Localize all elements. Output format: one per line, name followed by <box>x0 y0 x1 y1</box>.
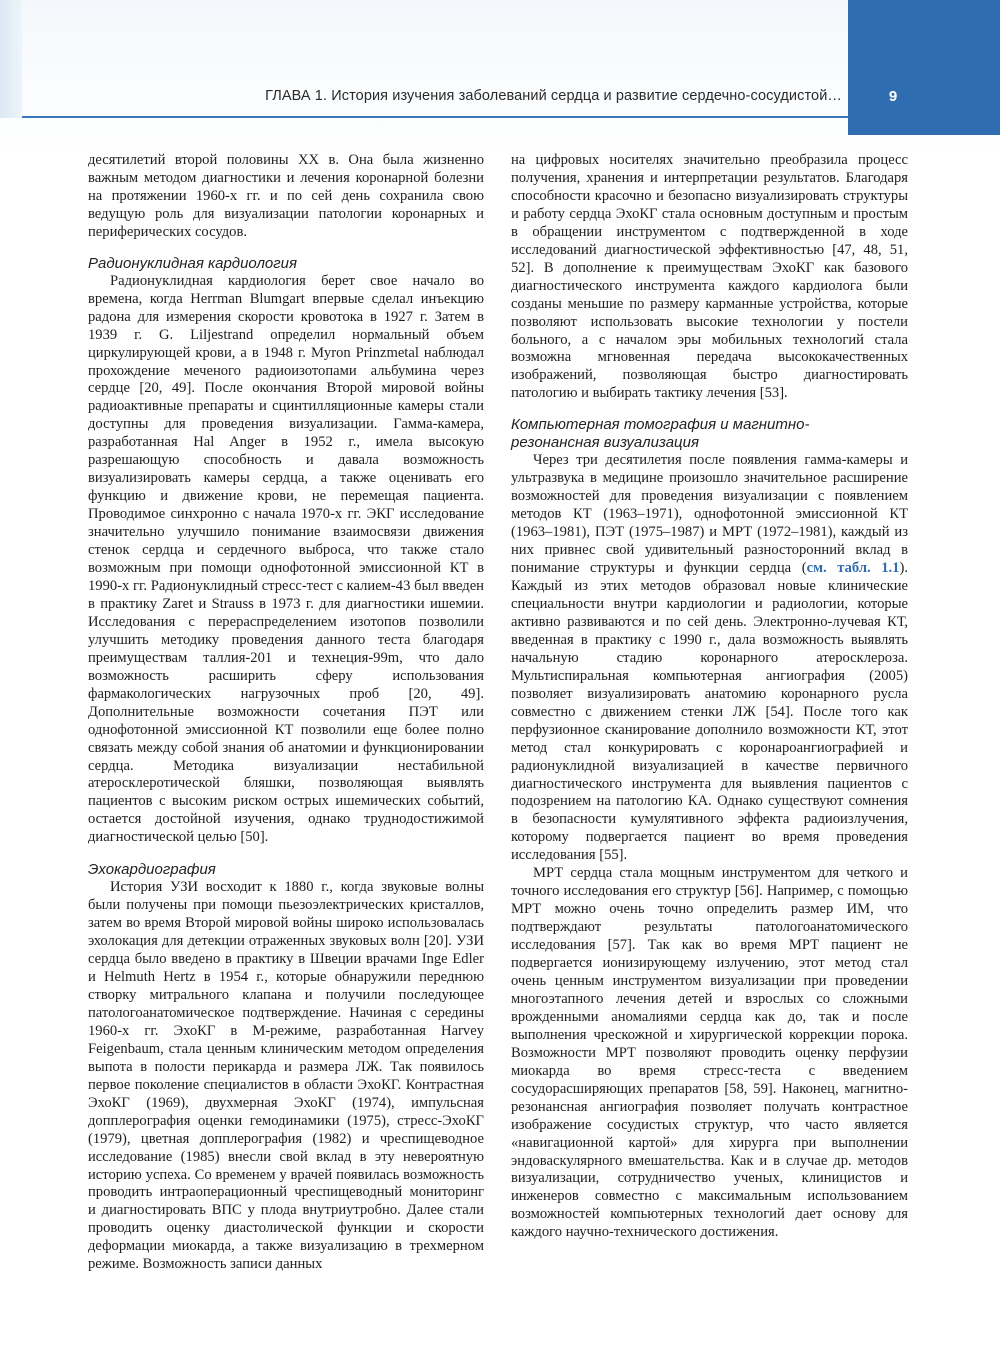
section-heading-radionuclide: Радионуклидная кардиология <box>88 254 297 272</box>
right-column <box>511 152 908 1242</box>
section-heading-ct-mri <box>511 416 908 452</box>
paragraph-mri: МРТ сердца стала мощным инструментом для четкого и точного исследования его структур [56]. Например, с помощью МРТ можно очень точно определить размер ИМ, что подтверждают результаты патологоанатомического исследования [57]. Так как во время МРТ пациент не подвергается ионизирующему излучению, этот метод стал очень ценным инструментом визуализации при проведении многоэтапного лечения детей и взрослых со сложными врожденными аномалиями сердца как до, так и после выполнения чрескожной и хирургической коррекции порока. Возможности МРТ позволяют проводить оценку перфузии миокарда во время стресс-теста с введением сосудорасширяющих препаратов [58, 59]. Наконец, магнитно-резонансная ангиография позволяет получать контрастное изображение сосудистых структур, что часто является «навигационной картой» для хирурга при выполнении эндоваскулярного вмешательства. Как и в случае др. методов визуализации, сотрудничество ученых, клиницистов и инженеров совместно с максимальным использованием возможностей компьютерных технологий дает основу для каждого научно-технического достижения. <box>511 865 908 1241</box>
paragraph-intro: десятилетий второй половины XX в. Она была жизненно важным методом диагностики и лечения коронарной болезни на протяжении 1960-х гг. и по сей день сохранила свою ведущую роль для визуализации патологии коронарных и периферических сосудов. <box>88 152 484 240</box>
paragraph-radionuclide: Радионуклидная кардиология берет свое начало во времена, когда Herrman Blumgart впервые сделал инъекцию радона для измерения скорости кровотока в 1927 г. Затем в 1939 г. G. Liljestrand определил нормальный объем циркулирующей крови, а в 1948 г. Myron Prinzmetal наблюдал прохождение меченого радиоизотопами альбумина через сердце [20, 49]. После окончания Второй мировой войны радиоактивные препараты и сцинтилляционные камеры стали доступны для проведения визуализации. Гамма-камера, разработанная Hal Anger в 1952 г., имела высокую разрешающую способность и давала возможность визуализировать камеры сердца, а также оценивать его функцию и движение крови, не перемещая пациента. Проводимое синхронно с начала 1970-х гг. ЭКГ исследование значительно улучшило понимание взаимосвязи движения стенок сердца и сердечного выброса, что также стало возможным при помощи однофотонной эмиссионной КТ в 1990-х гг. Радионуклидный стресс-тест с калием-43 был введен в практику Zaret и Strauss в 1973 г. для диагностики ишемии. Исследования с перераспределением изотопов позволили улучшить методику проведения данного теста благодаря преимуществам таллия-201 и технеция-99m, что дало возможность расширить сферу использования фармакологических нагрузочных проб [20, 49]. Дополнительные возможности сочетания ПЭТ или однофотонной эмиссионной КТ позволили еще более полно связать между собой знания об анатомии и функционировании сердца. Методика визуализации нестабильной атеросклеротической бляшки, позволяющая выявлять пациентов с высоким риском острых ишемических событий, остается достойной изучения, однако труднодостижимой диагностической целью [50]. <box>88 272 484 846</box>
left-column <box>88 152 484 1274</box>
paragraph-ct <box>511 452 908 865</box>
page-number-tab <box>848 0 1000 135</box>
paragraph-echo: История УЗИ восходит к 1880 г., когда звуковые волны были получены при помощи пьезоэлектрических кристаллов, затем во время Второй мировой войны широко использовалась эхолокация для детекции отраженных звуковых волн [20]. УЗИ сердца было введено в практику в Швеции врачами Inge Edler и Helmuth Hertz в 1954 г., которые обнаружили переднюю створку митрального клапана и получили последующее патологоанатомическое подтверждение. Начиная с середины 1960-х гг. ЭхоКГ в M-режиме, разработанная Harvey Feigenbaum, стала ценным клиническим методом определения выпота в полости перикарда и размера ЛЖ. Так появилось первое поколение специалистов в области ЭхоКГ. Контрастная ЭхоКГ (1969), двухмерная ЭхоКГ (1974), импульсная допплерография оценки гемодинамики (1975), стресс-ЭхоКГ (1979), цветная допплерография (1982) и чреспищеводное исследование (1985) внесли свой вклад в эту невероятную историю успеха. Со временем у врачей появилась возможность проводить интраоперационный чреспищеводный мониторинг и диагностировать ВПС у плода внутриутробно. Далее стали проводить оценку диастолической функции и скорости деформации миокарда, а также визуализацию в трехмерном режиме. Возможность записи данных <box>88 879 484 1273</box>
page-number: 9 <box>888 88 898 105</box>
section-heading-ct-mri-line-1: Компьютерная томография и магнитно- <box>511 416 810 434</box>
paragraph-echo-continued: на цифровых носителях значительно преобразила процесс получения, хранения и интерпретации результатов. Благодаря способности красочно и безопасно визуализировать структуры и работу сердца ЭхоКГ стала основным доступным и простым в обращении инструментом с подтвержденной в ходе исследований диагностической эффективностью [47, 48, 51, 52]. В дополнение к преимуществам ЭхоКГ как базового диагностического инструмента каждого кардиолога были созданы меньшие по размеру карманные устройства, которые позволяют использовать высокие технологии у постели больного, а с началом эры мобильных технологий стала возможна мгновенная передача высококачественных изображений, позволяющая быстро диагностировать патологию и выбирать тактику лечения [53]. <box>511 152 908 402</box>
running-head-chapter-title: ГЛАВА 1. История изучения заболеваний сердца и развитие сердечно-сосудистой… <box>265 88 842 104</box>
paragraph-ct-part-1: Через три десятилетия после появления гамма-камеры и ультразвука в медицине произошло значительное расширение возможностей для проведения визуализации с появлением методов КТ (1963–1971), однофотонной эмиссионной КТ (1963–1981), ПЭТ (1975–1987) и МРТ (1972–1981), каждый из них привнес свой удивительный разносторонний вклад в понимание структуры и функции сердца ( <box>511 452 908 577</box>
paragraph-ct-part-2: ). Каждый из этих методов образовал новые клинические специальности внутри кардиологии и радиологии, которые активно развиваются и по сей день. Электронно-лучевая КТ, введенная в практику с 1990 г., дала возможность выявлять начальную стадию коронарного атеросклероза. Мультиспиральная компьютерная ангиография (2005) позволяет визуализировать анатомию коронарного русла совместно с движением стенки ЛЖ [54]. После того как перфузионное сканирование дополнило возможности КТ, этот метод стал конкурировать с коронароангиографией и радионуклидной визуализацией в качестве первичного диагностического инструмента для выявления пациентов с подозрением на патологию КА. Однако существуют сомнения в безопасности кумулятивного эффекта радиоизлучения, которому подвергается пациент во время проведения исследования [55]. <box>511 560 908 864</box>
section-heading-echo: Эхокардиография <box>88 861 216 879</box>
section-heading-ct-mri-line-2: резонансная визуализация <box>511 434 699 452</box>
header-left-strip <box>0 0 22 118</box>
table-reference-link[interactable]: см. табл. 1.1 <box>806 560 900 577</box>
